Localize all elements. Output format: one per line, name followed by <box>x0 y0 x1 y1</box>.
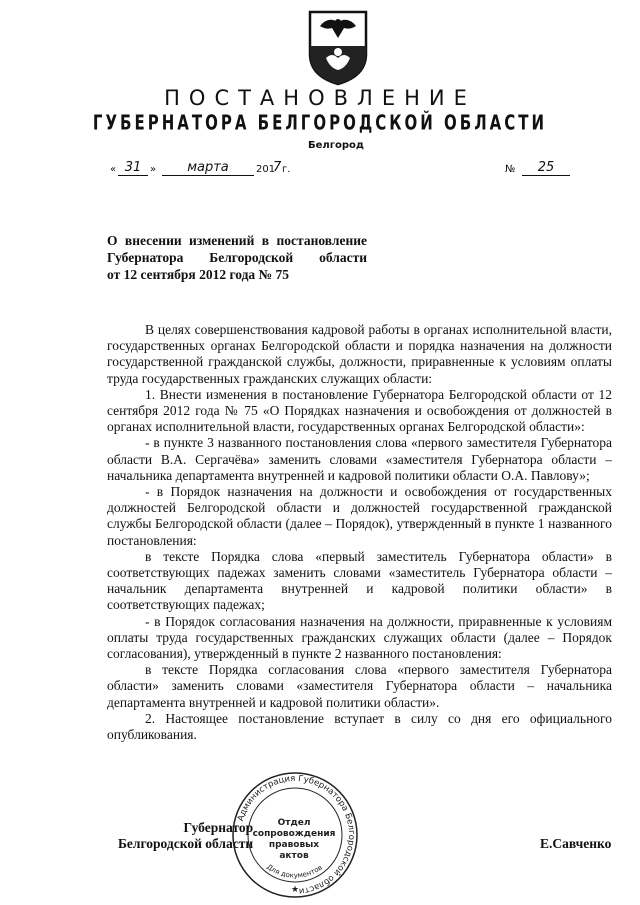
body-paragraph: в тексте Порядка согласования слова «первого заместителя Губернатора области» заменить словами «заместителя Губернатора области – начальника департамента внутренней и кадровой политики области». <box>107 662 612 710</box>
document-body <box>107 322 612 743</box>
date-day: 31 <box>118 160 148 176</box>
city-name: Белгород <box>308 140 364 151</box>
body-paragraph: - в пункте 3 названного постановления слова «первого заместителя Губернатора области В.А. Сергачёва» заменить словами «заместителя Губернатора области – начальника департамента внутренней и кадровой политики области О.А. Павлову»; <box>107 435 612 483</box>
coat-of-arms-emblem <box>306 8 370 88</box>
date-year-prefix: 201 <box>256 164 276 175</box>
date-month: марта <box>162 160 254 176</box>
stamp-bottom-text: Для документов <box>265 862 324 880</box>
date-year-suffix: г. <box>282 164 291 175</box>
signatory-name: Е.Савченко <box>540 836 612 851</box>
signatory-position-line: Белгородской области <box>118 836 254 851</box>
body-paragraph: - в Порядок согласования назначения на должности, приравненные к условиям оплаты труда государственных гражданских служащих области (далее – Порядок согласования), утвержденный в пункте 2 названного постановления: <box>107 613 612 662</box>
body-paragraph: 1. Внести изменения в постановление Губернатора Белгородской области от 12 сентября 2012 года № 75 «О Порядках назначения и освобождения от должностей в органах исполнительной власти, государственных органах Белгородской области»: <box>107 386 612 435</box>
subject-line: от 12 сентября 2012 года № 75 <box>107 267 289 282</box>
body-paragraph: в тексте Порядка слова «первый заместитель Губернатора области» в соответствующих падежах заменить словами «заместитель Губернатора области – начальник департамента внутренней и кадровой политики области» в соответствующих падежах; <box>107 548 612 613</box>
document-subject <box>107 232 367 283</box>
subject-line: О внесении изменений в постановление <box>107 233 367 248</box>
date-open-quote: « <box>110 164 117 175</box>
document-issuer: ГУБЕРНАТОРА БЕЛГОРОДСКОЙ ОБЛАСТИ <box>92 110 548 136</box>
stamp-line: правовых <box>268 840 320 850</box>
stamp-ring-text: Администрация Губернатора Белгородской области <box>235 773 357 896</box>
stamp-line: сопровождения <box>252 829 336 839</box>
signatory-position-line: Губернатор <box>183 820 254 835</box>
document-title: ПОСТАНОВЛЕНИЕ <box>164 86 476 110</box>
stamp-star-icon: ★ <box>290 884 300 894</box>
stamp-line: Отдел <box>277 818 311 828</box>
document-number: 25 <box>522 160 570 176</box>
body-paragraph: - в Порядок назначения на должности и освобождения от государственных должностей Белгородской области и должностей государственной гражданской службы Белгородской области (далее – Порядок), утвержденный в пункте 1 названного постановления: <box>107 484 612 548</box>
number-label: № <box>505 164 516 175</box>
body-paragraph: В целях совершенствования кадровой работы в органах исполнительной власти, государственных органах Белгородской области и порядка назначения на должности государственной гражданской службы, должности, приравненные к условиям оплаты труда государственных гражданских служащих области: <box>107 322 612 386</box>
stamp-line: актов <box>279 851 309 861</box>
stamp-department <box>251 818 337 862</box>
date-close-quote: » <box>150 164 157 175</box>
body-paragraph: 2. Настоящее постановление вступает в силу со дня его официального опубликования. <box>107 710 612 743</box>
subject-line: Губернатора Белгородской области <box>107 250 367 265</box>
date-year-digit: 7 <box>273 160 282 175</box>
